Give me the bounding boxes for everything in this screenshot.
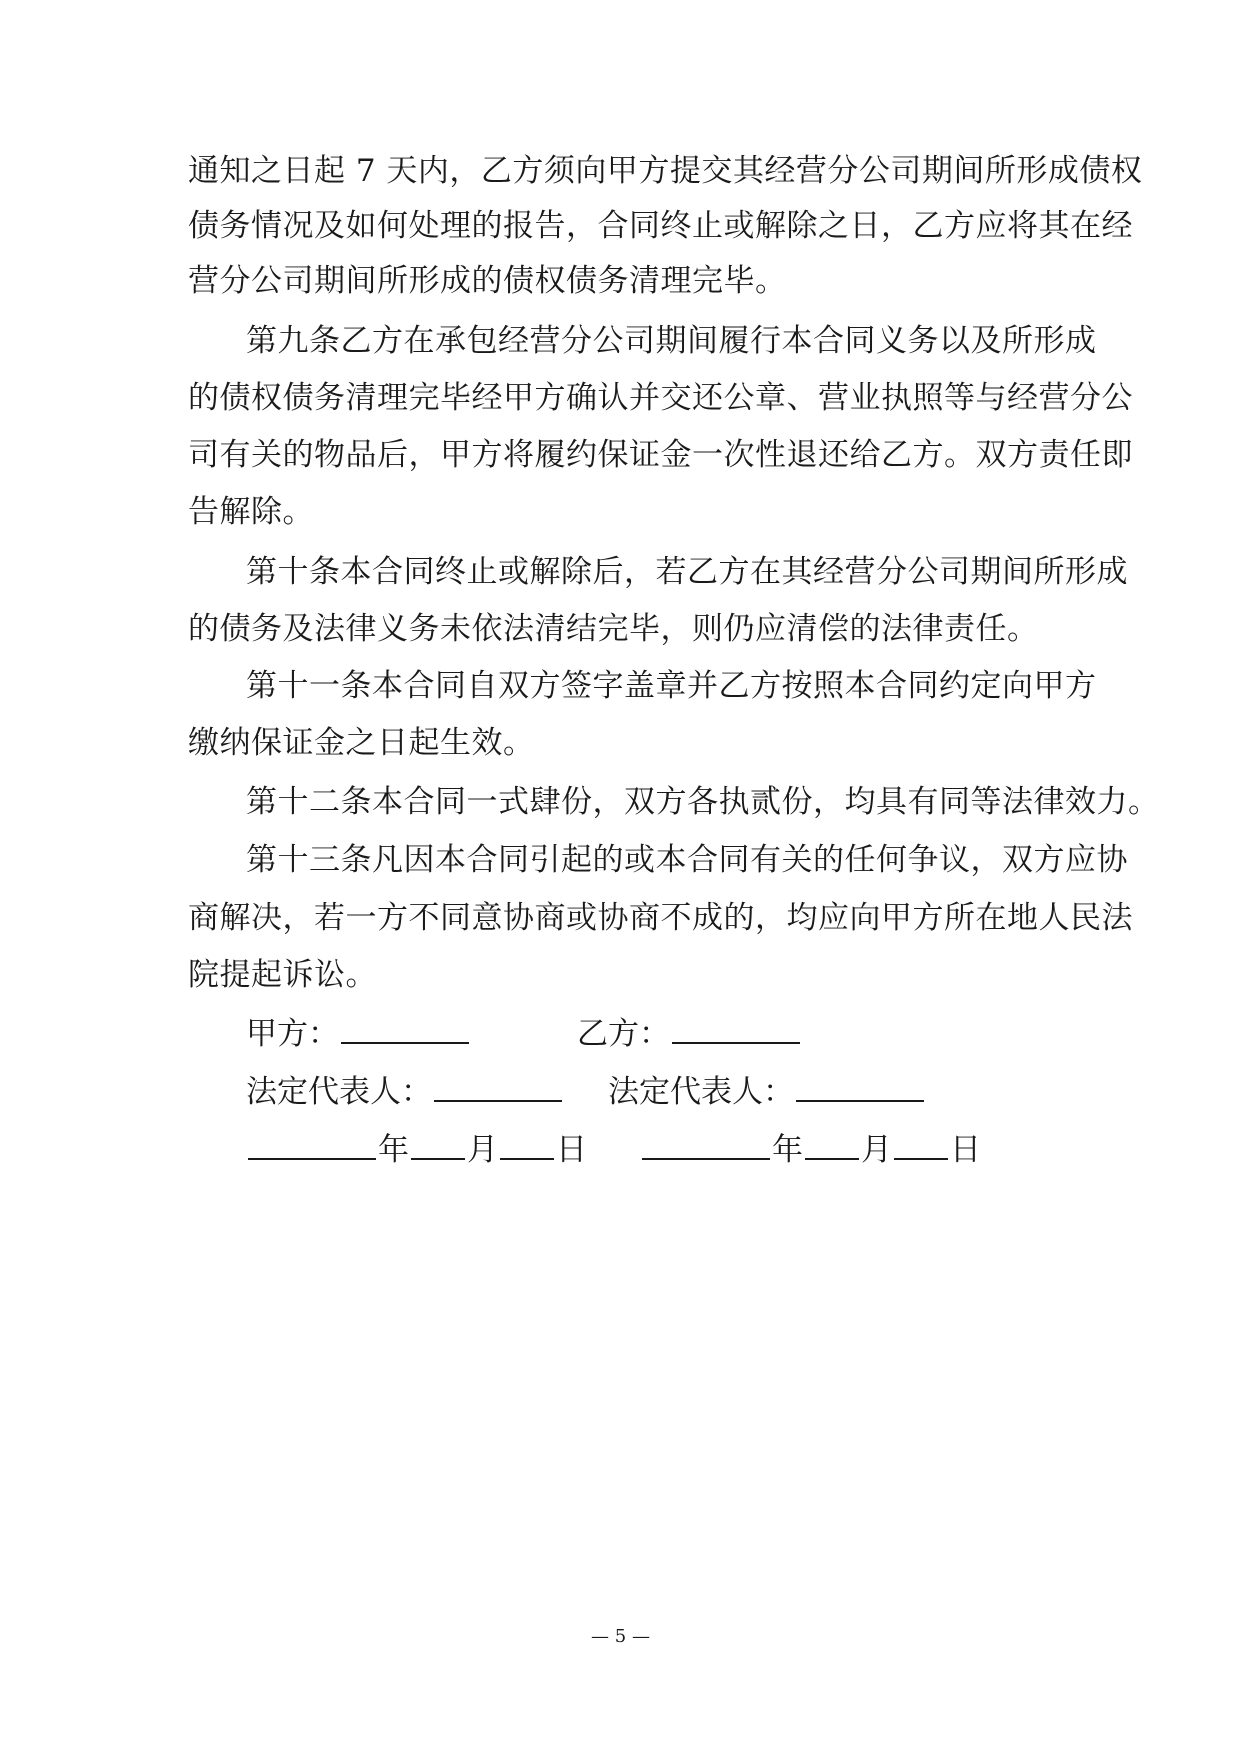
year-label: 年 — [378, 1132, 409, 1168]
month-label: 月 — [861, 1132, 892, 1168]
body-line: 的债务及法律义务未依法清结完毕，则仍应清偿的法律责任。 — [188, 611, 1039, 647]
body-line: 司有关的物品后，甲方将履约保证金一次性退还给乙方。双方责任即 — [188, 437, 1133, 473]
year-label: 年 — [772, 1132, 803, 1168]
party-a-signature — [246, 1014, 471, 1054]
year-b-blank[interactable] — [642, 1130, 770, 1160]
month-b-blank[interactable] — [805, 1130, 859, 1160]
day-a-blank[interactable] — [500, 1130, 554, 1160]
body-line: 营分公司期间所形成的债权债务清理完毕。 — [188, 263, 787, 299]
body-line: 院提起诉讼。 — [188, 957, 377, 993]
party-a-label: 甲方： — [246, 1016, 339, 1052]
body-line: 缴纳保证金之日起生效。 — [188, 725, 535, 761]
day-label: 日 — [950, 1132, 981, 1168]
page-number: — 5 — — [591, 1626, 650, 1647]
body-line: 第十二条本合同一式肆份，双方各执贰份，均具有同等法律效力。 — [246, 784, 1160, 820]
body-line: 告解除。 — [188, 494, 314, 530]
date-b — [640, 1130, 981, 1170]
body-line: 的债权债务清理完毕经甲方确认并交还公章、营业执照等与经营分公 — [188, 380, 1133, 416]
body-line: 第十条本合同终止或解除后，若乙方在其经营分公司期间所形成 — [246, 554, 1128, 590]
body-line: 债务情况及如何处理的报告，合同终止或解除之日，乙方应将其在经 — [188, 208, 1133, 244]
date-a — [246, 1130, 587, 1170]
rep-a-signature — [246, 1072, 564, 1112]
body-line: 第九条乙方在承包经营分公司期间履行本合同义务以及所形成 — [246, 323, 1097, 359]
rep-b-blank[interactable] — [796, 1072, 924, 1102]
month-a-blank[interactable] — [411, 1130, 465, 1160]
party-a-blank[interactable] — [341, 1014, 469, 1044]
day-b-blank[interactable] — [894, 1130, 948, 1160]
year-a-blank[interactable] — [248, 1130, 376, 1160]
day-label: 日 — [556, 1132, 587, 1168]
rep-b-signature — [608, 1072, 926, 1112]
body-line: 第十三条凡因本合同引起的或本合同有关的任何争议，双方应协 — [246, 842, 1128, 878]
body-line: 第十一条本合同自双方签字盖章并乙方按照本合同约定向甲方 — [246, 668, 1097, 704]
party-b-signature — [577, 1014, 802, 1054]
month-label: 月 — [467, 1132, 498, 1168]
rep-a-blank[interactable] — [434, 1072, 562, 1102]
party-b-blank[interactable] — [672, 1014, 800, 1044]
rep-b-label: 法定代表人： — [608, 1074, 794, 1110]
party-b-label: 乙方： — [577, 1016, 670, 1052]
rep-a-label: 法定代表人： — [246, 1074, 432, 1110]
body-line: 通知之日起 7 天内，乙方须向甲方提交其经营分公司期间所形成债权 — [188, 153, 1143, 189]
body-line: 商解决，若一方不同意协商或协商不成的，均应向甲方所在地人民法 — [188, 900, 1133, 936]
